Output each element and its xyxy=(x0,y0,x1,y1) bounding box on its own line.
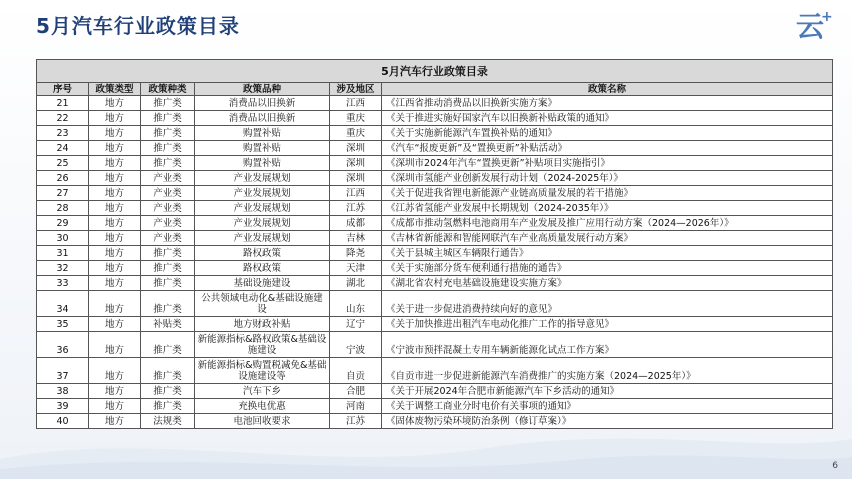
table-row xyxy=(37,246,833,261)
row-number: 39 xyxy=(37,399,89,414)
row-number: 38 xyxy=(37,384,89,399)
policy-name: 《固体废物污染环境防治条例（修订草案）》 xyxy=(382,414,833,429)
policy-name: 《关于加快推进出租汽车电动化推广工作的指导意见》 xyxy=(382,317,833,332)
policy-type: 地方 xyxy=(89,414,141,429)
policy-type: 地方 xyxy=(89,261,141,276)
policy-type: 地方 xyxy=(89,291,141,317)
table-title: 5月汽车行业政策目录 xyxy=(37,60,833,83)
policy-region: 辽宁 xyxy=(330,317,382,332)
policy-region: 江苏 xyxy=(330,201,382,216)
column-header: 政策类型 xyxy=(89,83,141,96)
policy-type: 地方 xyxy=(89,246,141,261)
policy-name: 《关于实施部分货车便利通行措施的通告》 xyxy=(382,261,833,276)
policy-variety: 产业发展规划 xyxy=(195,201,330,216)
policy-kind: 推广类 xyxy=(141,261,195,276)
policy-type: 地方 xyxy=(89,171,141,186)
policy-variety: 汽车下乡 xyxy=(195,384,330,399)
table-row xyxy=(37,358,833,384)
policy-variety: 购置补贴 xyxy=(195,141,330,156)
policy-type: 地方 xyxy=(89,358,141,384)
policy-type: 地方 xyxy=(89,96,141,111)
policy-variety: 产业发展规划 xyxy=(195,216,330,231)
table-row xyxy=(37,171,833,186)
policy-name: 《关于进一步促进消费持续向好的意见》 xyxy=(382,291,833,317)
policy-region: 重庆 xyxy=(330,126,382,141)
policy-name: 《自贡市进一步促进新能源汽车消费推广的实施方案（2024—2025年）》 xyxy=(382,358,833,384)
policy-kind: 推广类 xyxy=(141,141,195,156)
policy-kind: 推广类 xyxy=(141,246,195,261)
policy-region: 深圳 xyxy=(330,141,382,156)
policy-kind: 推广类 xyxy=(141,156,195,171)
row-number: 40 xyxy=(37,414,89,429)
row-number: 29 xyxy=(37,216,89,231)
policy-name: 《吉林省新能源和智能网联汽车产业高质量发展行动方案》 xyxy=(382,231,833,246)
policy-kind: 产业类 xyxy=(141,231,195,246)
table-row xyxy=(37,111,833,126)
svg-text:+: + xyxy=(821,9,833,25)
policy-kind: 推广类 xyxy=(141,384,195,399)
row-number: 21 xyxy=(37,96,89,111)
policy-name: 《江西省推动消费品以旧换新实施方案》 xyxy=(382,96,833,111)
policy-name: 《关于实施新能源汽车置换补贴的通知》 xyxy=(382,126,833,141)
table-header-row xyxy=(37,83,833,96)
row-number: 31 xyxy=(37,246,89,261)
policy-region: 山东 xyxy=(330,291,382,317)
policy-region: 河南 xyxy=(330,399,382,414)
policy-kind: 推广类 xyxy=(141,96,195,111)
table-row xyxy=(37,96,833,111)
policy-region: 成都 xyxy=(330,216,382,231)
row-number: 24 xyxy=(37,141,89,156)
policy-region: 天津 xyxy=(330,261,382,276)
row-number: 23 xyxy=(37,126,89,141)
table-row xyxy=(37,231,833,246)
policy-type: 地方 xyxy=(89,332,141,358)
page-title: 5月汽车行业政策目录 xyxy=(36,14,240,38)
column-header: 序号 xyxy=(37,83,89,96)
policy-region: 重庆 xyxy=(330,111,382,126)
policy-name: 《关于开展2024年合肥市新能源汽车下乡活动的通知》 xyxy=(382,384,833,399)
table-row xyxy=(37,186,833,201)
row-number: 36 xyxy=(37,332,89,358)
policy-kind: 产业类 xyxy=(141,216,195,231)
policy-variety: 产业发展规划 xyxy=(195,171,330,186)
row-number: 32 xyxy=(37,261,89,276)
policy-table xyxy=(36,59,833,429)
policy-kind: 法规类 xyxy=(141,414,195,429)
policy-type: 地方 xyxy=(89,317,141,332)
table-row xyxy=(37,141,833,156)
policy-region: 江西 xyxy=(330,96,382,111)
policy-region: 江西 xyxy=(330,186,382,201)
row-number: 26 xyxy=(37,171,89,186)
policy-region: 合肥 xyxy=(330,384,382,399)
policy-region: 湖北 xyxy=(330,276,382,291)
policy-variety: 新能源指标&购置税减免&基础设施建设等 xyxy=(195,358,330,384)
policy-type: 地方 xyxy=(89,111,141,126)
table-row xyxy=(37,399,833,414)
table-row xyxy=(37,201,833,216)
row-number: 30 xyxy=(37,231,89,246)
policy-name: 《关于县城主城区车辆限行通告》 xyxy=(382,246,833,261)
policy-name: 《宁波市预拌混凝土专用车辆新能源化试点工作方案》 xyxy=(382,332,833,358)
table-row xyxy=(37,126,833,141)
policy-table-container xyxy=(36,59,832,429)
policy-type: 地方 xyxy=(89,156,141,171)
policy-type: 地方 xyxy=(89,201,141,216)
policy-kind: 推广类 xyxy=(141,399,195,414)
table-row xyxy=(37,317,833,332)
policy-name: 《深圳市氢能产业创新发展行动计划（2024-2025年）》 xyxy=(382,171,833,186)
row-number: 28 xyxy=(37,201,89,216)
column-header: 政策种类 xyxy=(141,83,195,96)
row-number: 34 xyxy=(37,291,89,317)
policy-name: 《成都市推动氢燃料电池商用车产业发展及推广应用行动方案（2024—2026年）》 xyxy=(382,216,833,231)
policy-region: 深圳 xyxy=(330,171,382,186)
policy-type: 地方 xyxy=(89,126,141,141)
policy-kind: 补贴类 xyxy=(141,317,195,332)
policy-variety: 产业发展规划 xyxy=(195,231,330,246)
policy-name: 《关于推进实施好国家汽车以旧换新补贴政策的通知》 xyxy=(382,111,833,126)
svg-text:云: 云 xyxy=(796,10,825,43)
row-number: 25 xyxy=(37,156,89,171)
policy-variety: 电池回收要求 xyxy=(195,414,330,429)
policy-region: 降尧 xyxy=(330,246,382,261)
column-header: 政策品种 xyxy=(195,83,330,96)
policy-type: 地方 xyxy=(89,399,141,414)
table-row xyxy=(37,291,833,317)
row-number: 27 xyxy=(37,186,89,201)
policy-variety: 地方财政补贴 xyxy=(195,317,330,332)
policy-name: 《关于促进我省锂电新能源产业链高质量发展的若干措施》 xyxy=(382,186,833,201)
policy-kind: 产业类 xyxy=(141,201,195,216)
policy-type: 地方 xyxy=(89,186,141,201)
policy-kind: 推广类 xyxy=(141,291,195,317)
policy-type: 地方 xyxy=(89,216,141,231)
policy-variety: 基础设施建设 xyxy=(195,276,330,291)
brand-logo-icon xyxy=(794,5,834,45)
policy-name: 《江苏省氢能产业发展中长期规划（2024-2035年）》 xyxy=(382,201,833,216)
table-row xyxy=(37,216,833,231)
policy-variety: 路权政策 xyxy=(195,261,330,276)
policy-region: 自贡 xyxy=(330,358,382,384)
policy-variety: 消费品以旧换新 xyxy=(195,96,330,111)
policy-kind: 推广类 xyxy=(141,126,195,141)
column-header: 涉及地区 xyxy=(330,83,382,96)
table-row xyxy=(37,414,833,429)
row-number: 33 xyxy=(37,276,89,291)
table-row xyxy=(37,156,833,171)
page-number: 6 xyxy=(832,461,838,471)
policy-name: 《汽车“报废更新”及“置换更新”补贴活动》 xyxy=(382,141,833,156)
policy-variety: 公共领域电动化&基础设施建设 xyxy=(195,291,330,317)
policy-variety: 购置补贴 xyxy=(195,156,330,171)
policy-type: 地方 xyxy=(89,141,141,156)
row-number: 35 xyxy=(37,317,89,332)
policy-kind: 推广类 xyxy=(141,111,195,126)
table-row xyxy=(37,261,833,276)
policy-name: 《湖北省农村充电基础设施建设实施方案》 xyxy=(382,276,833,291)
policy-kind: 产业类 xyxy=(141,186,195,201)
policy-variety: 新能源指标&路权政策&基础设施建设 xyxy=(195,332,330,358)
policy-region: 深圳 xyxy=(330,156,382,171)
policy-region: 宁波 xyxy=(330,332,382,358)
policy-variety: 产业发展规划 xyxy=(195,186,330,201)
policy-region: 江苏 xyxy=(330,414,382,429)
policy-variety: 充换电优惠 xyxy=(195,399,330,414)
policy-type: 地方 xyxy=(89,384,141,399)
policy-type: 地方 xyxy=(89,276,141,291)
policy-name: 《关于调整工商业分时电价有关事项的通知》 xyxy=(382,399,833,414)
row-number: 22 xyxy=(37,111,89,126)
table-row xyxy=(37,384,833,399)
policy-kind: 推广类 xyxy=(141,358,195,384)
policy-type: 地方 xyxy=(89,231,141,246)
table-row xyxy=(37,332,833,358)
table-row xyxy=(37,276,833,291)
column-header: 政策名称 xyxy=(382,83,833,96)
policy-kind: 推广类 xyxy=(141,276,195,291)
table-body xyxy=(37,96,833,429)
policy-variety: 购置补贴 xyxy=(195,126,330,141)
row-number: 37 xyxy=(37,358,89,384)
policy-kind: 产业类 xyxy=(141,171,195,186)
policy-region: 吉林 xyxy=(330,231,382,246)
policy-name: 《深圳市2024年汽车“置换更新”补贴项目实施指引》 xyxy=(382,156,833,171)
policy-variety: 路权政策 xyxy=(195,246,330,261)
policy-variety: 消费品以旧换新 xyxy=(195,111,330,126)
policy-kind: 推广类 xyxy=(141,332,195,358)
